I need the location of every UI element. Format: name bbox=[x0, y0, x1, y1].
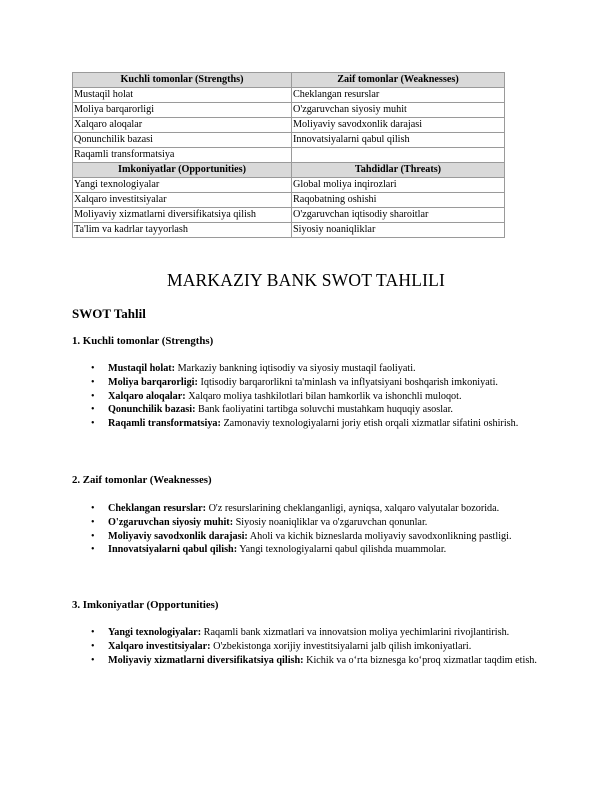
item-term: O'zgaruvchan siyosiy muhit: bbox=[108, 516, 234, 528]
item-text: Yangi texnologiyalarni qabul qilishda muammolar. bbox=[237, 544, 447, 556]
item-text: Aholi va kichik bizneslarda moliyaviy savodxonlikning pastligi. bbox=[247, 530, 512, 542]
strengths-header: Kuchli tomonlar (Strengths) bbox=[73, 73, 292, 88]
table-cell: O'zgaruvchan iqtisodiy sharoitlar bbox=[292, 208, 505, 223]
weaknesses-heading: 2. Zaif tomonlar (Weaknesses) bbox=[72, 474, 212, 486]
bullet-icon: • bbox=[91, 627, 95, 638]
table-cell: Mustaqil holat bbox=[73, 88, 292, 103]
table-row bbox=[73, 193, 505, 208]
table-row bbox=[73, 133, 505, 148]
weaknesses-list bbox=[91, 502, 548, 557]
list-item bbox=[91, 654, 548, 668]
item-text: Markaziy bankning iqtisodiy va siyosiy mustaqil faoliyati. bbox=[175, 363, 416, 374]
list-item bbox=[91, 530, 548, 544]
item-text: Xalqaro moliya tashkilotlari bilan hamkorlik va ishonchli muloqot. bbox=[185, 390, 462, 402]
bullet-icon: • bbox=[91, 640, 95, 652]
table-row bbox=[73, 223, 505, 238]
list-item bbox=[91, 390, 548, 404]
bullet-icon: • bbox=[91, 376, 95, 388]
table-cell: Xalqaro aloqalar bbox=[73, 118, 292, 133]
table-cell: Innovatsiyalarni qabul qilish bbox=[292, 133, 505, 148]
table-cell: Raqobatning oshishi bbox=[292, 193, 505, 208]
opportunities-heading: 3. Imkoniyatlar (Opportunities) bbox=[72, 599, 219, 611]
table-row bbox=[73, 148, 505, 163]
table-cell: Yangi texnologiyalar bbox=[73, 178, 292, 193]
item-text: Bank faoliyatini tartibga soluvchi mustahkam huquqiy asoslar. bbox=[195, 404, 453, 416]
item-text: O'zbekistonga xorijiy investitsiyalarni jalb qilish imkoniyatlari. bbox=[210, 640, 472, 652]
table-header-row bbox=[73, 163, 505, 178]
item-term: Innovatsiyalarni qabul qilish: bbox=[108, 544, 238, 556]
table-cell: O'zgaruvchan siyosiy muhit bbox=[292, 103, 505, 118]
strengths-heading: 1. Kuchli tomonlar (Strengths) bbox=[72, 335, 214, 347]
list-item bbox=[91, 403, 548, 417]
table-cell: Ta'lim va kadrlar tayyorlash bbox=[73, 223, 292, 238]
swot-table bbox=[72, 72, 505, 238]
bullet-icon: • bbox=[91, 516, 95, 528]
table-cell: Raqamli transformatsiya bbox=[73, 148, 292, 163]
bullet-icon: • bbox=[91, 544, 95, 556]
table-cell: Moliya barqarorligi bbox=[73, 103, 292, 118]
item-text: Siyosiy noaniqliklar va o'zgaruvchan qonunlar. bbox=[233, 516, 428, 528]
item-text: O'z resurslarining cheklanganligi, ayniqsa, xalqaro valyutalar bozorida. bbox=[206, 503, 500, 514]
table-cell: Qonunchilik bazasi bbox=[73, 133, 292, 148]
section-heading: SWOT Tahlil bbox=[72, 306, 146, 321]
list-item bbox=[91, 362, 548, 376]
table-row bbox=[73, 208, 505, 223]
threats-header: Tahdidlar (Threats) bbox=[292, 163, 505, 178]
item-term: Raqamli transformatsiya: bbox=[108, 418, 221, 430]
item-term: Xalqaro investitsiyalar: bbox=[108, 640, 211, 652]
opportunities-list bbox=[91, 626, 548, 667]
table-cell: Moliyaviy savodxonlik darajasi bbox=[292, 118, 505, 133]
table-row bbox=[73, 103, 505, 118]
item-term: Mustaqil holat: bbox=[108, 363, 176, 374]
table-row bbox=[73, 178, 505, 193]
table-cell: Siyosiy noaniqliklar bbox=[292, 223, 505, 238]
item-term: Moliya barqarorligi: bbox=[108, 376, 198, 388]
list-item bbox=[91, 376, 548, 390]
bullet-icon: • bbox=[91, 418, 95, 430]
list-item bbox=[91, 626, 548, 640]
document-title: MARKAZIY BANK SWOT TAHLILI bbox=[166, 270, 446, 290]
item-term: Moliyaviy xizmatlarni diversifikatsiya qilish: bbox=[108, 654, 304, 666]
table-cell: Moliyaviy xizmatlarni diversifikatsiya qilish bbox=[73, 208, 292, 223]
item-text: Raqamli bank xizmatlari va innovatsion moliya yechimlarini rivojlantirish. bbox=[201, 627, 510, 638]
bullet-icon: • bbox=[91, 503, 95, 514]
table-row bbox=[73, 118, 505, 133]
table-cell bbox=[292, 148, 505, 163]
item-term: Qonunchilik bazasi: bbox=[108, 404, 196, 416]
strengths-list bbox=[91, 362, 548, 431]
bullet-icon: • bbox=[91, 654, 95, 666]
item-text: Kichik va o‘rta biznesga ko‘proq xizmatlar taqdim etish. bbox=[303, 654, 537, 666]
item-term: Cheklangan resurslar: bbox=[108, 503, 207, 514]
list-item bbox=[91, 640, 548, 654]
item-text: Zamonaviy texnologiyalarni joriy etish orqali xizmatlar sifatini oshirish. bbox=[220, 418, 519, 430]
bullet-icon: • bbox=[91, 363, 95, 374]
item-term: Moliyaviy savodxonlik darajasi: bbox=[108, 530, 248, 542]
list-item bbox=[91, 516, 548, 530]
list-item bbox=[91, 417, 548, 431]
opportunities-header: Imkoniyatlar (Opportunities) bbox=[73, 163, 292, 178]
item-term: Yangi texnologiyalar: bbox=[108, 627, 202, 638]
weaknesses-header: Zaif tomonlar (Weaknesses) bbox=[292, 73, 505, 88]
bullet-icon: • bbox=[91, 404, 95, 416]
table-cell: Xalqaro investitsiyalar bbox=[73, 193, 292, 208]
bullet-icon: • bbox=[91, 530, 95, 542]
table-cell: Global moliya inqirozlari bbox=[292, 178, 505, 193]
list-item bbox=[91, 543, 548, 557]
table-header-row bbox=[73, 73, 505, 88]
table-row bbox=[73, 88, 505, 103]
bullet-icon: • bbox=[91, 390, 95, 402]
item-term: Xalqaro aloqalar: bbox=[108, 390, 186, 402]
item-text: Iqtisodiy barqarorlikni ta'minlash va inflyatsiyani boshqarish imkoniyati. bbox=[197, 376, 498, 388]
list-item bbox=[91, 502, 548, 516]
table-cell: Cheklangan resurslar bbox=[292, 88, 505, 103]
